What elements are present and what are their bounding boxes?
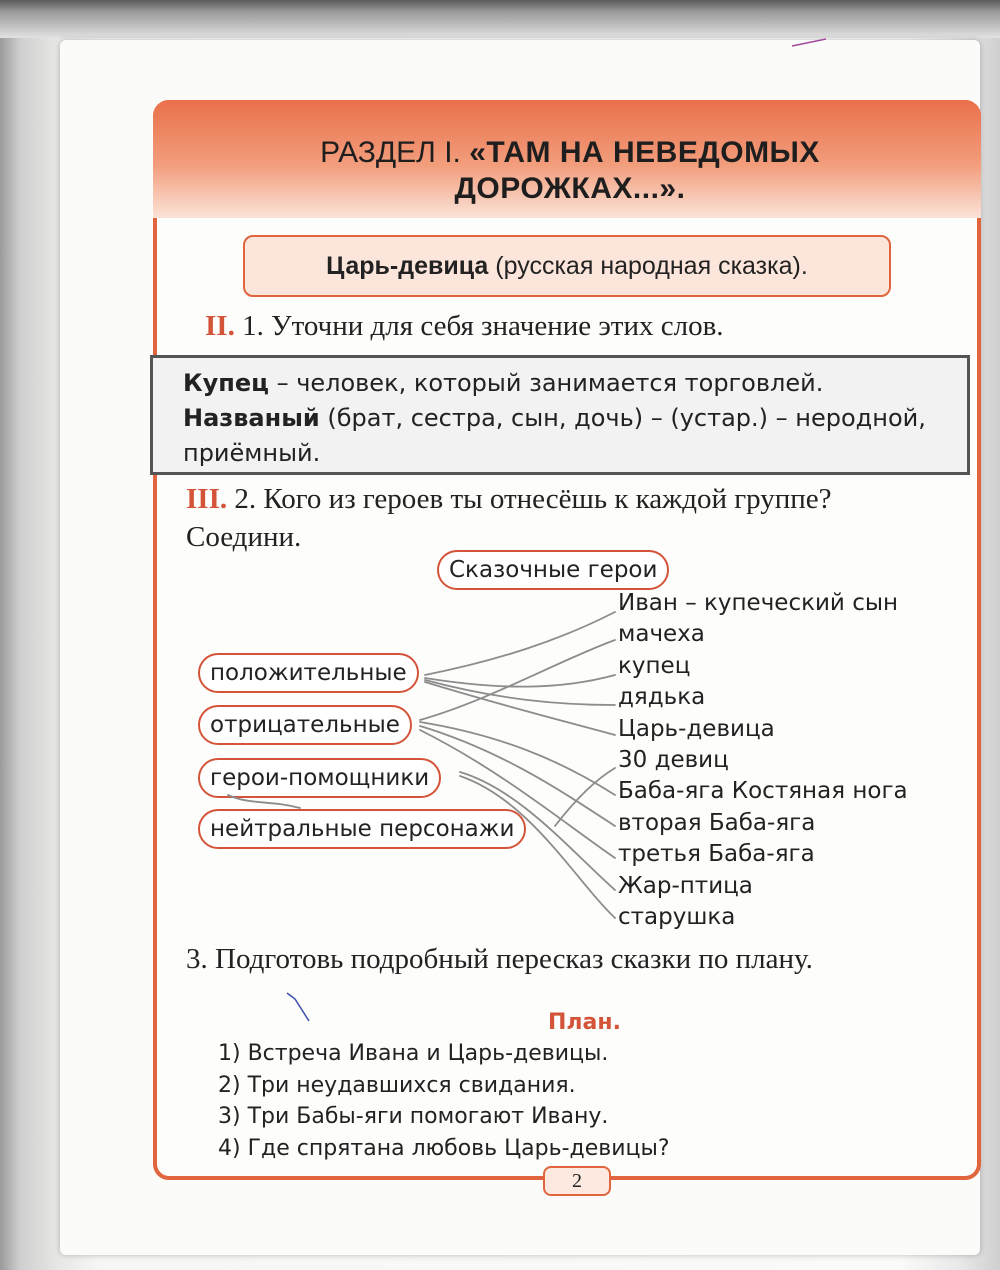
plan-item: 1) Встреча Ивана и Царь-девицы. xyxy=(218,1041,609,1066)
group-neutral[interactable]: нейтральные персонажи xyxy=(198,809,526,849)
hero-item[interactable]: третья Баба-яга xyxy=(618,841,815,868)
section-name: «ТАМ НА НЕВЕДОМЫХ ДОРОЖКАХ...». xyxy=(454,136,820,205)
task-2 xyxy=(186,480,906,556)
heroes-header-oval: Сказочные герои xyxy=(437,550,669,590)
hero-item[interactable]: дядька xyxy=(618,684,706,711)
story-title-box xyxy=(243,235,891,297)
page-number: 2 xyxy=(543,1166,611,1196)
plan-item: 3) Три Бабы-яги помогают Ивану. xyxy=(218,1104,609,1129)
group-negative[interactable]: отрицательные xyxy=(198,705,412,745)
hero-item[interactable]: 30 девиц xyxy=(618,747,729,774)
group-helpers[interactable]: герои-помощники xyxy=(198,758,441,798)
task-1-level: II. xyxy=(205,310,235,342)
hero-item[interactable]: Баба-яга Костяная нога xyxy=(618,778,908,805)
hero-item[interactable]: мачеха xyxy=(618,621,705,648)
hero-item[interactable]: вторая Баба-яга xyxy=(618,809,816,836)
plan-item: 2) Три неудавшихся свидания. xyxy=(218,1072,576,1098)
hero-item[interactable]: Царь-девица xyxy=(618,715,775,742)
plan-item: 4) Где спрятана любовь Царь-девицы? xyxy=(218,1135,670,1161)
hero-item[interactable]: Жар-птица xyxy=(618,872,753,899)
vocab-definition: (брат, сестра, сын, дочь) – (устар.) – неродной, приёмный. xyxy=(183,404,926,467)
pen-checkmark-icon xyxy=(285,985,315,1025)
group-positive[interactable]: положительные xyxy=(198,653,419,693)
vocabulary-box xyxy=(150,355,970,475)
story-genre: (русская народная сказка). xyxy=(495,252,808,280)
plan-title: План. xyxy=(548,1010,621,1035)
task-2-text: 2. Кого из героев ты отнесёшь к каждой группе? Соедини. xyxy=(186,483,832,553)
scan-top-shadow xyxy=(0,0,1000,38)
vocab-term: Названый xyxy=(183,404,320,432)
vocab-entry-1 xyxy=(183,366,967,401)
plan-list xyxy=(218,1038,670,1164)
story-name: Царь-девица xyxy=(326,252,489,280)
pen-mark-icon xyxy=(790,36,830,50)
section-title xyxy=(240,135,900,207)
vocab-term: Купец xyxy=(183,369,269,397)
task-3: 3. Подготовь подробный пересказ сказки по плану. xyxy=(186,943,813,975)
hero-item[interactable]: старушка xyxy=(618,904,736,931)
heroes-list xyxy=(618,588,908,933)
task-1-text: 1. Уточни для себя значение этих слов. xyxy=(242,310,724,342)
task-2-level: III. xyxy=(186,483,228,515)
section-prefix: РАЗДЕЛ I. xyxy=(320,136,461,169)
vocab-definition: – человек, который занимается торговлей. xyxy=(276,369,824,397)
task-1 xyxy=(205,310,724,343)
hero-item[interactable]: Иван – купеческий сын xyxy=(618,590,899,616)
vocab-entry-2 xyxy=(183,401,943,471)
hero-item[interactable]: купец xyxy=(618,652,691,679)
